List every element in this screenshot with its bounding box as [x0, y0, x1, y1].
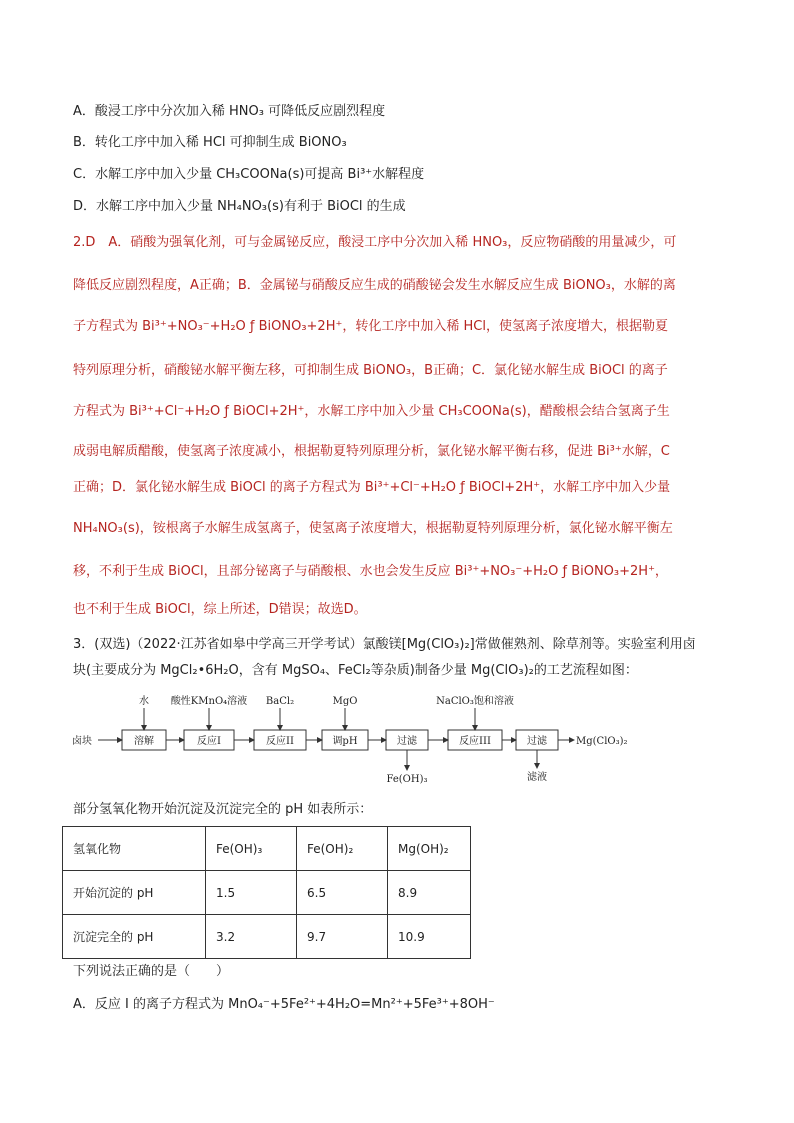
option-a: A．酸浸工序中分次加入稀 HNO₃ 可降低反应剧烈程度	[73, 104, 386, 119]
table-cell: 9.7	[297, 915, 388, 959]
table-header-cell: 氢氧化物	[63, 827, 206, 871]
svg-text:反应III: 反应III	[459, 736, 491, 747]
option-c: C．水解工序中加入少量 CH₃COONa(s)可提高 Bi³⁺水解程度	[73, 167, 425, 182]
table-cell: 10.9	[388, 915, 471, 959]
answer-line-4: 特列原理分析，硝酸铋水解平衡左移，可抑制生成 BiONO₃，B正确；C．氯化铋水解生成 BiOCl 的离子	[73, 363, 668, 378]
svg-text:过滤: 过滤	[527, 736, 547, 747]
answer-line-2: 降低反应剧烈程度，A正确；B．金属铋与硝酸反应生成的硝酸铋会发生水解反应生成 BiONO₃，水解的离	[73, 278, 676, 293]
answer-line-3: 子方程式为 Bi³⁺+NO₃⁻+H₂O ƒ BiONO₃+2H⁺，转化工序中加入稀 HCl，使氢离子浓度增大，根据勒夏	[73, 319, 668, 334]
answer-line-7: 正确；D．氯化铋水解生成 BiOCl 的离子方程式为 Bi³⁺+Cl⁻+H₂O ƒ BiOCl+2H⁺，水解工序中加入少量	[73, 480, 671, 495]
answer-line-1: 2.D A．硝酸为强氧化剂，可与金属铋反应，酸浸工序中分次加入稀 HNO₃，反应物硝酸的用量减少，可	[73, 235, 677, 250]
answer-line-9: 移，不利于生成 BiOCl，且部分铋离子与硝酸根、水也会发生反应 Bi³⁺+NO₃⁻+H₂O ƒ BiONO₃+2H⁺，	[73, 564, 668, 579]
svg-text:调pH: 调pH	[332, 736, 358, 747]
table-cell: 6.5	[297, 871, 388, 915]
flow-start: 卤块	[72, 736, 92, 747]
svg-text:MgO: MgO	[332, 696, 358, 707]
process-flow-diagram	[70, 692, 650, 788]
table-cell: 1.5	[206, 871, 297, 915]
table-cell: 3.2	[206, 915, 297, 959]
svg-text:反应II: 反应II	[266, 736, 294, 747]
answer-line-6: 成弱电解质醋酸，使氢离子浓度减小，根据勒夏特列原理分析，氯化铋水解平衡右移，促进 Bi³⁺水解，C	[73, 444, 670, 459]
svg-text:BaCl₂: BaCl₂	[265, 696, 295, 707]
svg-text:过滤: 过滤	[397, 736, 417, 747]
option-b: B．转化工序中加入稀 HCl 可抑制生成 BiONO₃	[73, 135, 347, 150]
table-header-row	[63, 827, 471, 871]
table-cell: 沉淀完全的 pH	[63, 915, 206, 959]
svg-text:反应I: 反应I	[197, 736, 221, 747]
answer-line-8: NH₄NO₃(s)，铵根离子水解生成氢离子，使氢离子浓度增大，根据勒夏特列原理分析，氯化铋水解平衡左	[73, 521, 673, 536]
hydroxide-ph-table	[62, 826, 471, 959]
option-a-q3: A．反应 I 的离子方程式为 MnO₄⁻+5Fe²⁺+4H₂O=Mn²⁺+5Fe³⁺+8OH⁻	[73, 997, 495, 1012]
option-d: D．水解工序中加入少量 NH₄NO₃(s)有利于 BiOCl 的生成	[73, 199, 406, 214]
question-3-line-1: 3．(双选)（2022·江苏省如皋中学高三开学考试）氯酸镁[Mg(ClO₃)₂]常做催熟剂、除草剂等。实验室利用卤	[73, 637, 696, 652]
table-cell: 开始沉淀的 pH	[63, 871, 206, 915]
table-header-cell: Mg(OH)₂	[388, 827, 471, 871]
question-prompt: 下列说法正确的是（ ）	[73, 964, 230, 979]
svg-text:Fe(OH)₃: Fe(OH)₃	[386, 774, 428, 785]
table-row	[63, 915, 471, 959]
question-3-line-2: 块(主要成分为 MgCl₂•6H₂O，含有 MgSO₄、FeCl₂等杂质)制备少量 Mg(ClO₃)₂的工艺流程如图：	[73, 663, 638, 678]
table-row	[63, 871, 471, 915]
answer-line-10: 也不利于生成 BiOCl，综上所述，D错误；故选D。	[73, 602, 367, 617]
svg-text:滤液: 滤液	[527, 772, 547, 783]
table-caption: 部分氢氧化物开始沉淀及沉淀完全的 pH 如表所示：	[73, 802, 373, 817]
table-header-cell: Fe(OH)₂	[297, 827, 388, 871]
svg-text:溶解: 溶解	[134, 736, 154, 747]
table-header-cell: Fe(OH)₃	[206, 827, 297, 871]
svg-text:水: 水	[139, 696, 149, 707]
svg-text:酸性KMnO₄溶液: 酸性KMnO₄溶液	[170, 696, 248, 707]
answer-line-5: 方程式为 Bi³⁺+Cl⁻+H₂O ƒ BiOCl+2H⁺，水解工序中加入少量 CH₃COONa(s)，醋酸根会结合氢离子生	[73, 404, 670, 419]
table-cell: 8.9	[388, 871, 471, 915]
svg-text:NaClO₃饱和溶液: NaClO₃饱和溶液	[436, 696, 514, 707]
flow-end: Mg(ClO₃)₂	[576, 736, 628, 747]
